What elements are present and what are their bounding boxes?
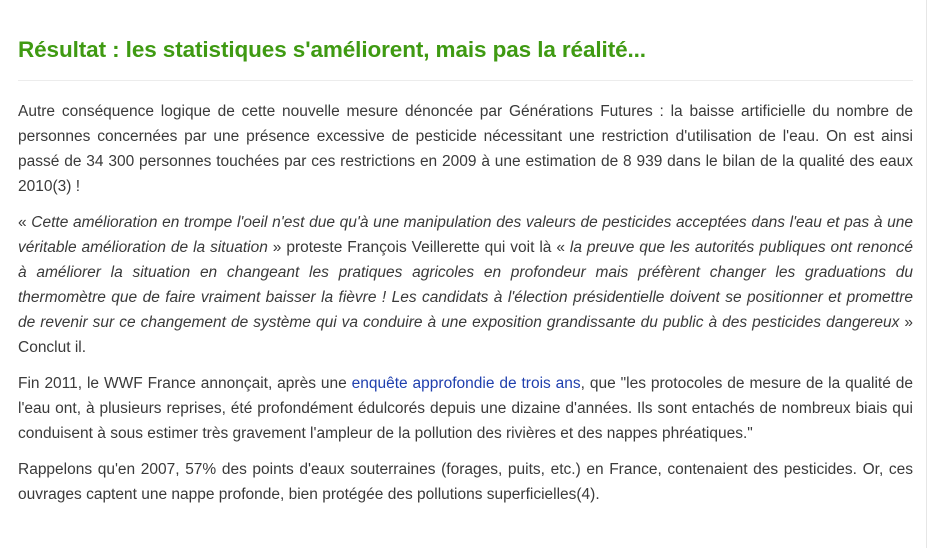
- paragraph-1: Autre conséquence logique de cette nouvelle mesure dénoncée par Générations Futures : la baisse artificielle du nombre de personnes concernées par une présence excessive de pesticide nécessitant une restriction d'utilisation de l'eau. On est ainsi passé de 34 300 personnes touchées par ces restrictions en 2009 à une estimation de 8 939 dans le bilan de la qualité des eaux 2010(3) !: [18, 103, 913, 195]
- enquete-link[interactable]: enquête approfondie de trois ans: [351, 375, 581, 392]
- open-quote: «: [18, 214, 32, 231]
- paragraph-4: Rappelons qu'en 2007, 57% des points d'eaux souterraines (forages, puits, etc.) en France, contenaient des pesticides. Or, ces ouvrages captent une nappe profonde, bien protégée des pollutions superficielles(4).: [18, 461, 913, 503]
- paragraph-3-before: Fin 2011, le WWF France annonçait, après une: [18, 375, 352, 392]
- quote-attribution: » proteste François Veillerette qui voit là «: [267, 239, 570, 256]
- quote-2: la preuve que les autorités publiques ont renoncé à améliorer la situation en changeant les pratiques agricoles en profondeur mais préfèrent changer les graduations du thermomètre que de faire vraiment baisser la fièvre ! Les candidats à l'élection présidentielle doivent se positionner et promettre de revenir sur ce changement de système qui va conduire à une exposition grandissante du public à des pesticides dangereux: [18, 239, 914, 331]
- title-divider: [18, 80, 913, 81]
- paragraph-3: [18, 371, 913, 446]
- paragraph-2: [18, 210, 913, 360]
- quote-close: » Conclut il.: [18, 314, 913, 356]
- quote-1: Cette amélioration en trompe l'oeil n'est due qu'à une manipulation des valeurs de pesticides acceptées dans l'eau et pas à une véritable amélioration de la situation: [18, 214, 913, 256]
- section-title: Résultat : les statistiques s'améliorent, mais pas la réalité...: [18, 37, 646, 62]
- paragraph-3-after: , que "les protocoles de mesure de la qualité de l'eau ont, à plusieurs reprises, été profondément édulcorés depuis une dizaine d'années. Ils sont entachés de nombreux biais qui conduisent à sous estimer très gravement l'ampleur de la pollution des rivières et des nappes phréatiques.": [18, 375, 913, 442]
- article: [18, 30, 913, 518]
